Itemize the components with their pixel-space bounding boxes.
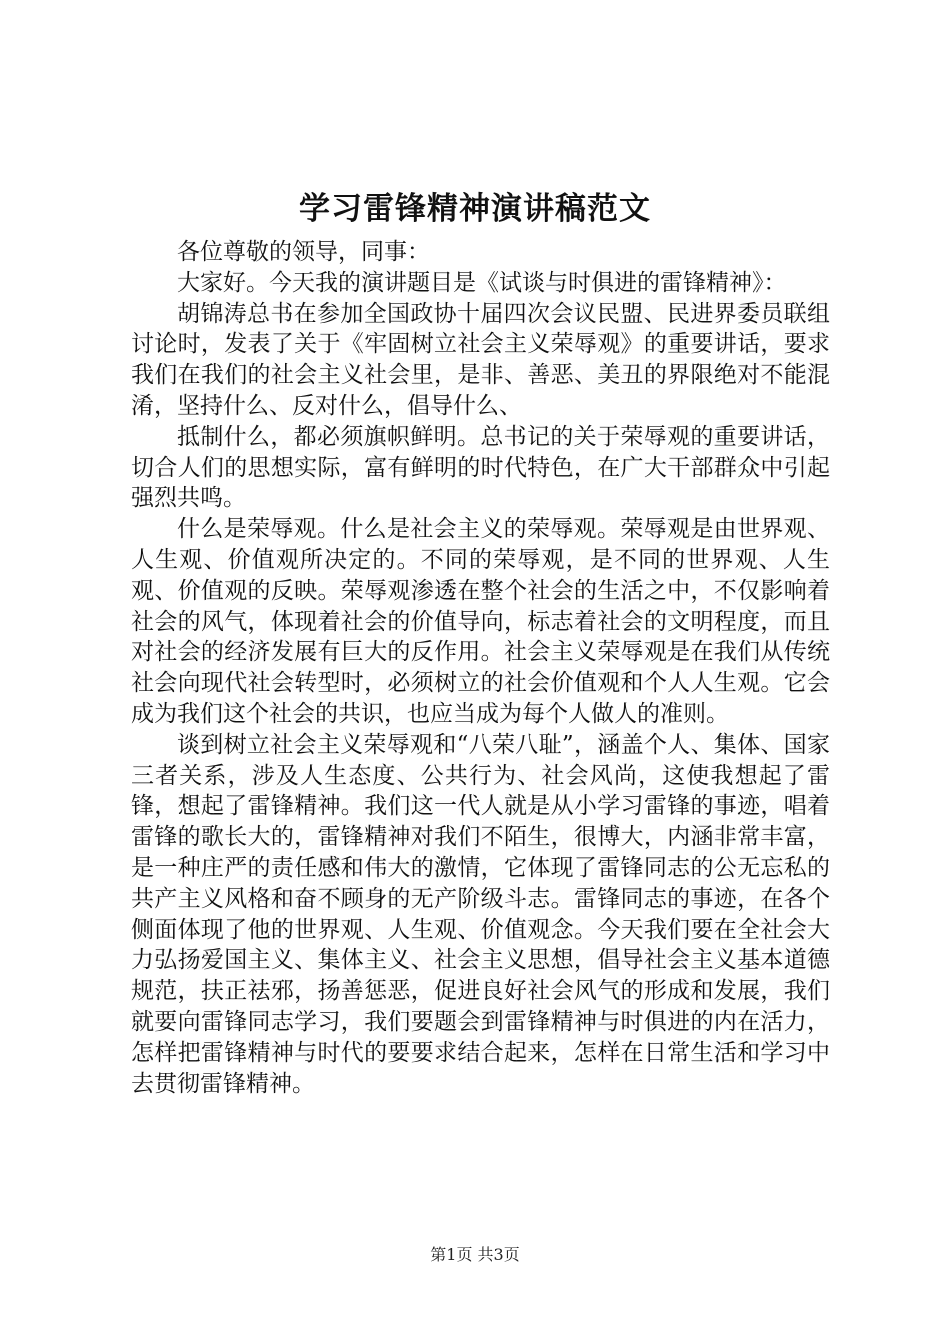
paragraph-body: 什么是荣辱观。什么是社会主义的荣辱观。荣辱观是由世界观、人生观、价值观所决定的。不同的荣辱观，是不同的世界观、人生观、价值观的反映。荣辱观渗透在整个社会的生活之中，不仅影响着社会的风气，体现着社会的价值导向，标志着社会的文明程度，而且对社会的经济发展有巨大的反作用。社会主义荣辱观是在我们从传统社会向现代社会转型时，必须树立的社会价值观和个人人生观。它会成为我们这个社会的共识，也应当成为每个人做人的准则。 [131, 516, 830, 727]
page-number-footer: 第1页 共3页 [430, 1245, 520, 1264]
paragraph-greeting: 大家好。今天我的演讲题目是《试谈与时俱进的雷锋精神》： [177, 269, 787, 296]
paragraph-body: 抵制什么，都必须旗帜鲜明。总书记的关于荣辱观的重要讲话，切合人们的思想实际，富有鲜明的时代特色，在广大干部群众中引起强烈共鸣。 [131, 423, 830, 512]
paragraph-body: 谈到树立社会主义荣辱观和“八荣八耻”，涵盖个人、集体、国家三者关系，涉及人生态度、公共行为、社会风尚，这使我想起了雷锋，想起了雷锋精神。我们这一代人就是从小学习雷锋的事迹，唱着雷锋的歌长大的，雷锋精神对我们不陌生，很博大，内涵非常丰富，是一种庄严的责任感和伟大的激情，它体现了雷锋同志的公无忘私的共产主义风格和奋不顾身的无产阶级斗志。雷锋同志的事迹，在各个侧面体现了他的世界观、人生观、价值观念。今天我们要在全社会大力弘扬爱国主义、集体主义、社会主义思想，倡导社会主义基本道德规范，扶正祛邪，扬善惩恶，促进良好社会风气的形成和发展，我们就要向雷锋同志学习，我们要题会到雷锋精神与时俱进的内在活力，怎样把雷锋精神与时代的要要求结合起来，怎样在日常生活和学习中去贯彻雷锋精神。 [131, 731, 830, 1097]
document-body [131, 237, 830, 1099]
paragraph-salutation: 各位尊敬的领导，同事： [177, 239, 430, 265]
document-title: 学习雷锋精神演讲稿范文 [299, 191, 651, 227]
paragraph-body: 胡锦涛总书在参加全国政协十届四次会议民盟、民进界委员联组讨论时，发表了关于《牢固树立社会主义荣辱观》的重要讲话，要求我们在我们的社会主义社会里，是非、善恶、美丑的界限绝对不能混淆，坚持什么、反对什么，倡导什么、 [131, 300, 830, 419]
